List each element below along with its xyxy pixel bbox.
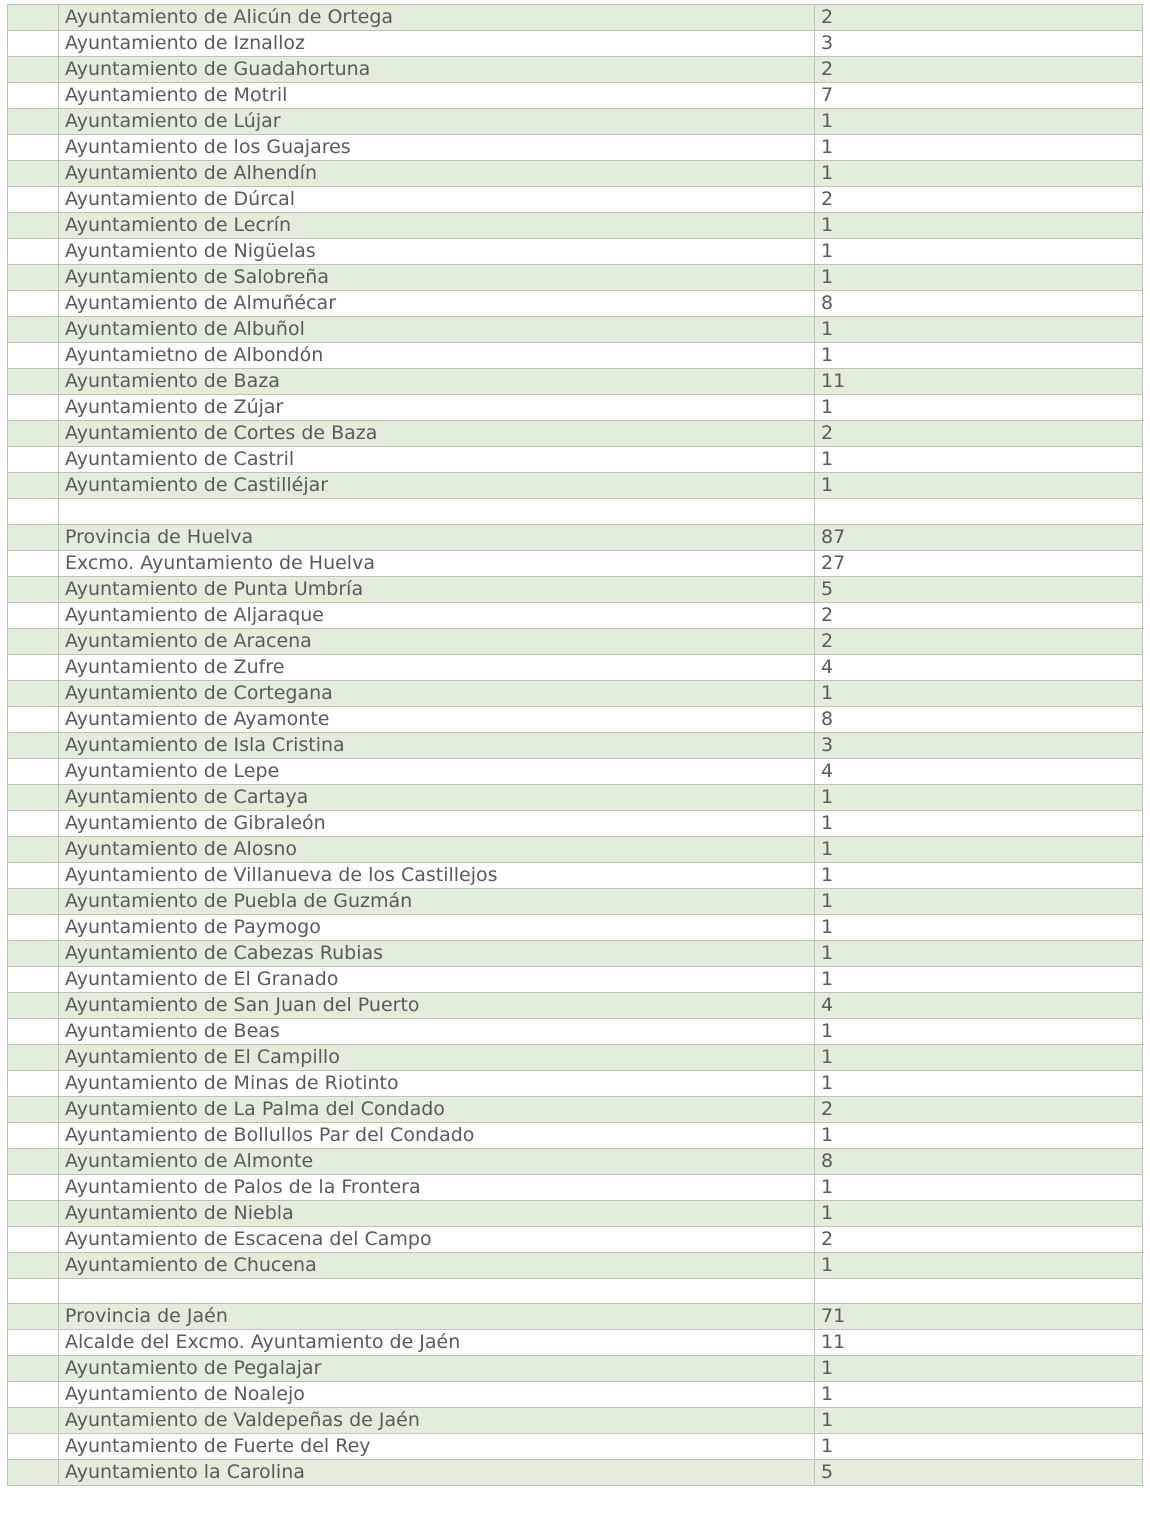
entity-name-cell: Ayuntamiento de Palos de la Frontera xyxy=(59,1174,815,1200)
table-row xyxy=(8,1252,1143,1278)
data-table-container xyxy=(7,4,1142,1486)
entity-name-cell: Ayuntamiento de El Campillo xyxy=(59,1044,815,1070)
entity-name-cell: Ayuntamiento de Niebla xyxy=(59,1200,815,1226)
table-row xyxy=(8,1408,1143,1434)
count-cell: 1 xyxy=(815,1174,1143,1200)
count-cell: 1 xyxy=(815,1382,1143,1408)
row-index-cell xyxy=(8,680,59,706)
table-row xyxy=(8,862,1143,888)
count-cell: 1 xyxy=(815,239,1143,265)
count-cell xyxy=(815,499,1143,525)
count-cell: 1 xyxy=(815,1356,1143,1382)
entity-name-cell: Ayuntamiento de Valdepeñas de Jaén xyxy=(59,1408,815,1434)
row-index-cell xyxy=(8,265,59,291)
row-index-cell xyxy=(8,992,59,1018)
row-index-cell xyxy=(8,239,59,265)
table-row xyxy=(8,524,1143,550)
table-row xyxy=(8,758,1143,784)
row-index-cell xyxy=(8,31,59,57)
table-row xyxy=(8,135,1143,161)
count-cell: 1 xyxy=(815,680,1143,706)
count-cell: 71 xyxy=(815,1304,1143,1330)
table-row xyxy=(8,966,1143,992)
row-index-cell xyxy=(8,1070,59,1096)
table-row xyxy=(8,265,1143,291)
table-row xyxy=(8,57,1143,83)
row-index-cell xyxy=(8,836,59,862)
entity-name-cell: Ayuntamiento de Punta Umbría xyxy=(59,576,815,602)
count-cell: 1 xyxy=(815,213,1143,239)
count-cell: 4 xyxy=(815,992,1143,1018)
count-cell: 1 xyxy=(815,914,1143,940)
row-index-cell xyxy=(8,213,59,239)
table-row xyxy=(8,421,1143,447)
entity-name-cell: Ayuntamiento de Cortes de Baza xyxy=(59,421,815,447)
count-cell: 1 xyxy=(815,1070,1143,1096)
table-row xyxy=(8,395,1143,421)
table-row xyxy=(8,940,1143,966)
count-cell: 1 xyxy=(815,343,1143,369)
row-index-cell xyxy=(8,343,59,369)
table-row xyxy=(8,732,1143,758)
table-row xyxy=(8,239,1143,265)
table-row xyxy=(8,213,1143,239)
row-index-cell xyxy=(8,966,59,992)
count-cell: 2 xyxy=(815,1226,1143,1252)
entity-name-cell: Alcalde del Excmo. Ayuntamiento de Jaén xyxy=(59,1330,815,1356)
entity-name-cell: Ayuntamiento de Salobreña xyxy=(59,265,815,291)
count-cell: 11 xyxy=(815,1330,1143,1356)
count-cell: 1 xyxy=(815,1044,1143,1070)
table-row xyxy=(8,1434,1143,1460)
entity-name-cell: Ayuntamiento de Escacena del Campo xyxy=(59,1226,815,1252)
row-index-cell xyxy=(8,1434,59,1460)
row-index-cell xyxy=(8,862,59,888)
row-index-cell xyxy=(8,940,59,966)
entity-name-cell: Ayuntamiento de Almuñécar xyxy=(59,291,815,317)
count-cell: 1 xyxy=(815,395,1143,421)
table-row xyxy=(8,1200,1143,1226)
table-body xyxy=(8,5,1143,1486)
count-cell: 1 xyxy=(815,810,1143,836)
row-index-cell xyxy=(8,732,59,758)
entity-name-cell: Ayuntamiento de Lepe xyxy=(59,758,815,784)
row-index-cell xyxy=(8,1278,59,1304)
table-row xyxy=(8,1096,1143,1122)
entity-name-cell: Ayuntamiento de Almonte xyxy=(59,1148,815,1174)
entity-name-cell: Ayuntamiento de Motril xyxy=(59,83,815,109)
entity-name-cell: Ayuntamiento de Baza xyxy=(59,369,815,395)
count-cell: 1 xyxy=(815,1434,1143,1460)
row-index-cell xyxy=(8,395,59,421)
row-index-cell xyxy=(8,654,59,680)
entity-name-cell: Ayuntamiento de Iznalloz xyxy=(59,31,815,57)
entity-name-cell: Ayuntamiento de San Juan del Puerto xyxy=(59,992,815,1018)
table-row xyxy=(8,83,1143,109)
entity-name-cell: Ayuntamiento de Lecrín xyxy=(59,213,815,239)
row-index-cell xyxy=(8,317,59,343)
count-cell: 87 xyxy=(815,524,1143,550)
count-cell: 3 xyxy=(815,31,1143,57)
entity-name-cell: Ayuntamiento de Fuerte del Rey xyxy=(59,1434,815,1460)
count-cell: 1 xyxy=(815,135,1143,161)
row-index-cell xyxy=(8,784,59,810)
table-row xyxy=(8,187,1143,213)
row-index-cell xyxy=(8,1174,59,1200)
table-row xyxy=(8,1226,1143,1252)
row-index-cell xyxy=(8,499,59,525)
count-cell: 1 xyxy=(815,265,1143,291)
row-index-cell xyxy=(8,187,59,213)
row-index-cell xyxy=(8,914,59,940)
table-row xyxy=(8,836,1143,862)
row-index-cell xyxy=(8,1460,59,1486)
entity-name-cell xyxy=(59,1278,815,1304)
table-row xyxy=(8,1356,1143,1382)
table-row xyxy=(8,1070,1143,1096)
table-row xyxy=(8,1460,1143,1486)
entity-name-cell: Ayuntamiento de Paymogo xyxy=(59,914,815,940)
table-row xyxy=(8,447,1143,473)
row-index-cell xyxy=(8,291,59,317)
table-row xyxy=(8,550,1143,576)
table-row xyxy=(8,810,1143,836)
row-index-cell xyxy=(8,810,59,836)
row-index-cell xyxy=(8,1356,59,1382)
table-row xyxy=(8,654,1143,680)
entity-name-cell: Ayuntamiento de Lújar xyxy=(59,109,815,135)
table-row xyxy=(8,369,1143,395)
count-cell: 27 xyxy=(815,550,1143,576)
count-cell: 7 xyxy=(815,83,1143,109)
count-cell: 1 xyxy=(815,862,1143,888)
count-cell: 8 xyxy=(815,291,1143,317)
entity-name-cell: Ayuntamiento de Guadahortuna xyxy=(59,57,815,83)
entity-name-cell: Ayuntamiento de Villanueva de los Castillejos xyxy=(59,862,815,888)
row-index-cell xyxy=(8,447,59,473)
count-cell: 1 xyxy=(815,317,1143,343)
count-cell: 1 xyxy=(815,447,1143,473)
table-row xyxy=(8,499,1143,525)
entity-name-cell: Ayuntamiento de Cabezas Rubias xyxy=(59,940,815,966)
row-index-cell xyxy=(8,1226,59,1252)
table-row xyxy=(8,576,1143,602)
table-row xyxy=(8,914,1143,940)
entity-name-cell: Ayuntamiento de Alosno xyxy=(59,836,815,862)
count-cell: 3 xyxy=(815,732,1143,758)
row-index-cell xyxy=(8,1122,59,1148)
entity-name-cell: Ayuntamiento de Minas de Riotinto xyxy=(59,1070,815,1096)
row-index-cell xyxy=(8,1408,59,1434)
row-index-cell xyxy=(8,1200,59,1226)
table-row xyxy=(8,473,1143,499)
row-index-cell xyxy=(8,135,59,161)
row-index-cell xyxy=(8,109,59,135)
table-row xyxy=(8,291,1143,317)
entity-name-cell: Excmo. Ayuntamiento de Huelva xyxy=(59,550,815,576)
entity-name-cell: Ayuntamiento de Alicún de Ortega xyxy=(59,5,815,31)
table-row xyxy=(8,31,1143,57)
table-row xyxy=(8,992,1143,1018)
count-cell: 2 xyxy=(815,602,1143,628)
count-cell: 1 xyxy=(815,1408,1143,1434)
count-cell: 1 xyxy=(815,966,1143,992)
row-index-cell xyxy=(8,83,59,109)
count-cell: 1 xyxy=(815,1200,1143,1226)
entity-name-cell: Ayuntamiento de Isla Cristina xyxy=(59,732,815,758)
row-index-cell xyxy=(8,369,59,395)
table-row xyxy=(8,1304,1143,1330)
count-cell: 8 xyxy=(815,1148,1143,1174)
table-row xyxy=(8,1148,1143,1174)
count-cell: 5 xyxy=(815,576,1143,602)
row-index-cell xyxy=(8,524,59,550)
count-cell: 1 xyxy=(815,161,1143,187)
entity-name-cell: Ayuntamiento de Beas xyxy=(59,1018,815,1044)
row-index-cell xyxy=(8,57,59,83)
count-cell: 1 xyxy=(815,1122,1143,1148)
entity-name-cell: Ayuntamiento de El Granado xyxy=(59,966,815,992)
row-index-cell xyxy=(8,421,59,447)
entity-name-cell: Ayuntamiento de Puebla de Guzmán xyxy=(59,888,815,914)
entity-name-cell xyxy=(59,499,815,525)
entity-name-cell: Ayuntamiento de Pegalajar xyxy=(59,1356,815,1382)
count-cell xyxy=(815,1278,1143,1304)
table-row xyxy=(8,1122,1143,1148)
row-index-cell xyxy=(8,1044,59,1070)
entity-name-cell: Ayuntamiento la Carolina xyxy=(59,1460,815,1486)
count-cell: 2 xyxy=(815,628,1143,654)
entity-name-cell: Ayuntamiento de Dúrcal xyxy=(59,187,815,213)
entity-name-cell: Ayuntamietno de Albondón xyxy=(59,343,815,369)
count-cell: 4 xyxy=(815,654,1143,680)
count-cell: 1 xyxy=(815,940,1143,966)
table-row xyxy=(8,1174,1143,1200)
row-index-cell xyxy=(8,706,59,732)
row-index-cell xyxy=(8,1382,59,1408)
entity-name-cell: Ayuntamiento de Alhendín xyxy=(59,161,815,187)
table-row xyxy=(8,680,1143,706)
row-index-cell xyxy=(8,1330,59,1356)
entity-name-cell: Ayuntamiento de Chucena xyxy=(59,1252,815,1278)
entity-name-cell: Ayuntamiento de Bollullos Par del Condado xyxy=(59,1122,815,1148)
count-cell: 1 xyxy=(815,1252,1143,1278)
entity-name-cell: Ayuntamiento de Cartaya xyxy=(59,784,815,810)
table-row xyxy=(8,1330,1143,1356)
count-cell: 5 xyxy=(815,1460,1143,1486)
table-row xyxy=(8,1044,1143,1070)
count-cell: 8 xyxy=(815,706,1143,732)
count-cell: 2 xyxy=(815,5,1143,31)
table-row xyxy=(8,1382,1143,1408)
count-cell: 2 xyxy=(815,1096,1143,1122)
row-index-cell xyxy=(8,550,59,576)
count-cell: 1 xyxy=(815,836,1143,862)
row-index-cell xyxy=(8,576,59,602)
entity-name-cell: Provincia de Jaén xyxy=(59,1304,815,1330)
entity-name-cell: Ayuntamiento de Zújar xyxy=(59,395,815,421)
entity-name-cell: Provincia de Huelva xyxy=(59,524,815,550)
table-row xyxy=(8,1018,1143,1044)
table-row xyxy=(8,317,1143,343)
row-index-cell xyxy=(8,1018,59,1044)
table-row xyxy=(8,784,1143,810)
count-cell: 11 xyxy=(815,369,1143,395)
entity-name-cell: Ayuntamiento de Aracena xyxy=(59,628,815,654)
table-row xyxy=(8,602,1143,628)
table-row xyxy=(8,5,1143,31)
entity-name-cell: Ayuntamiento de los Guajares xyxy=(59,135,815,161)
row-index-cell xyxy=(8,473,59,499)
table-row xyxy=(8,1278,1143,1304)
count-cell: 1 xyxy=(815,888,1143,914)
row-index-cell xyxy=(8,1304,59,1330)
entity-name-cell: Ayuntamiento de Gibraleón xyxy=(59,810,815,836)
row-index-cell xyxy=(8,758,59,784)
entity-name-cell: Ayuntamiento de La Palma del Condado xyxy=(59,1096,815,1122)
table-row xyxy=(8,109,1143,135)
table-row xyxy=(8,888,1143,914)
count-cell: 2 xyxy=(815,187,1143,213)
entity-name-cell: Ayuntamiento de Aljaraque xyxy=(59,602,815,628)
data-table xyxy=(7,4,1143,1486)
row-index-cell xyxy=(8,1096,59,1122)
row-index-cell xyxy=(8,602,59,628)
entity-name-cell: Ayuntamiento de Nigüelas xyxy=(59,239,815,265)
table-row xyxy=(8,706,1143,732)
count-cell: 1 xyxy=(815,1018,1143,1044)
entity-name-cell: Ayuntamiento de Zufre xyxy=(59,654,815,680)
row-index-cell xyxy=(8,161,59,187)
row-index-cell xyxy=(8,1148,59,1174)
table-row xyxy=(8,628,1143,654)
row-index-cell xyxy=(8,628,59,654)
count-cell: 2 xyxy=(815,57,1143,83)
table-row xyxy=(8,343,1143,369)
table-row xyxy=(8,161,1143,187)
entity-name-cell: Ayuntamiento de Noalejo xyxy=(59,1382,815,1408)
entity-name-cell: Ayuntamiento de Castilléjar xyxy=(59,473,815,499)
entity-name-cell: Ayuntamiento de Ayamonte xyxy=(59,706,815,732)
row-index-cell xyxy=(8,888,59,914)
entity-name-cell: Ayuntamiento de Albuñol xyxy=(59,317,815,343)
count-cell: 1 xyxy=(815,473,1143,499)
entity-name-cell: Ayuntamiento de Castril xyxy=(59,447,815,473)
count-cell: 1 xyxy=(815,784,1143,810)
count-cell: 1 xyxy=(815,109,1143,135)
count-cell: 2 xyxy=(815,421,1143,447)
row-index-cell xyxy=(8,5,59,31)
entity-name-cell: Ayuntamiento de Cortegana xyxy=(59,680,815,706)
count-cell: 4 xyxy=(815,758,1143,784)
row-index-cell xyxy=(8,1252,59,1278)
